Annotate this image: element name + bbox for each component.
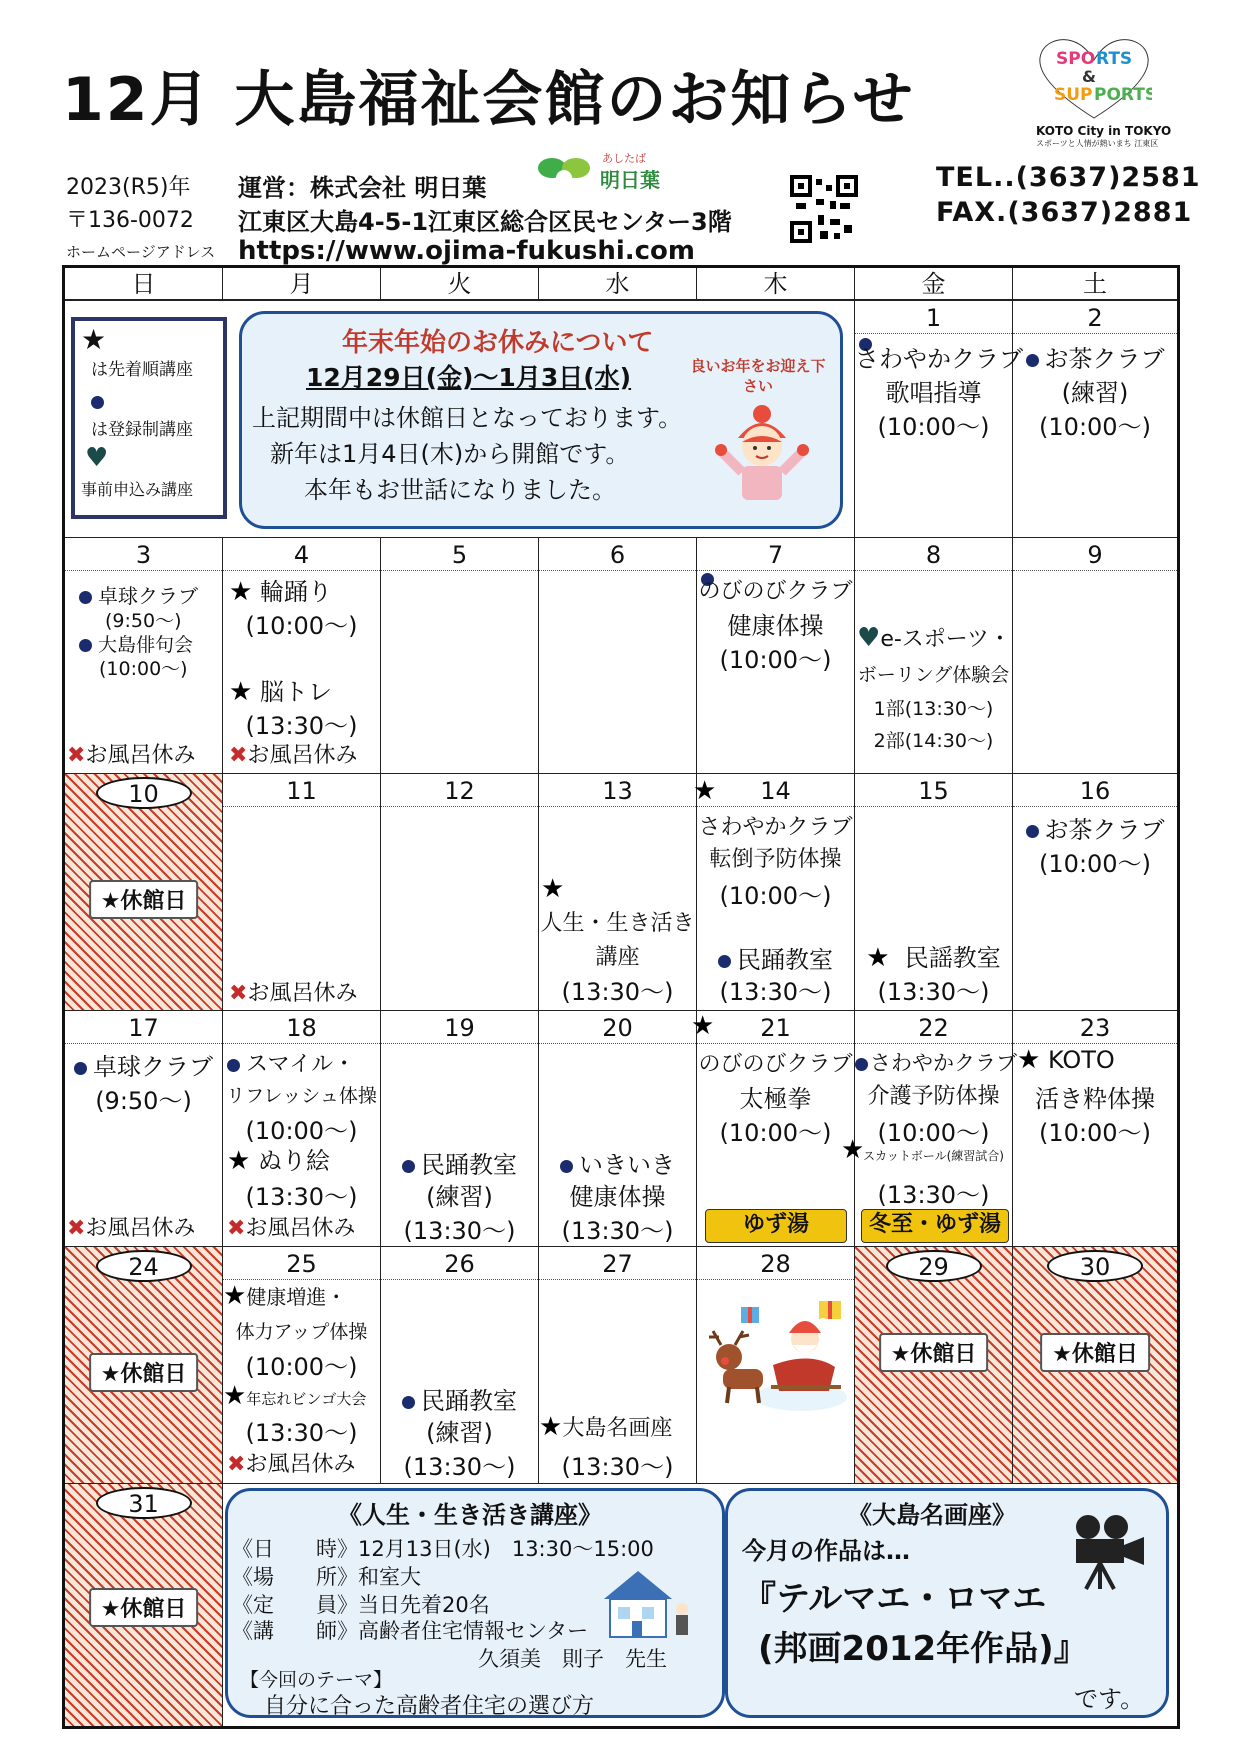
closed-label: ★休館日: [1040, 1333, 1150, 1372]
event-time: (13:30〜): [245, 1183, 358, 1211]
event-time: (10:00〜): [877, 1119, 990, 1147]
movie-info: [725, 1488, 1169, 1718]
event-time: (9:50〜): [105, 610, 182, 632]
event-name: お茶クラブ: [1013, 339, 1177, 374]
day-cell-25: [223, 1247, 381, 1484]
event-time: (10:00〜): [877, 413, 990, 441]
day-cell-3: [65, 538, 223, 774]
star-icon: ★: [223, 1381, 247, 1411]
date-number: 30: [1047, 1250, 1143, 1282]
day-cell-11: [223, 774, 381, 1011]
bath-off-note: ✖お風呂休み: [227, 1216, 356, 1241]
bath-off-note: ✖お風呂休み: [229, 743, 358, 768]
notice-line2: 新年は1月4日(木)から開館です。: [270, 440, 630, 468]
event-name: ★健康増進・: [223, 1281, 347, 1311]
date-number: 13: [539, 776, 696, 807]
weekday-tue: 火: [381, 268, 539, 301]
event-time: (13:30〜): [877, 1181, 990, 1209]
notice-line1: 上記期間中は休館日となっております。: [252, 404, 683, 432]
date-number: 4: [223, 540, 380, 571]
house-icon: [598, 1565, 694, 1641]
event-name: いきいき: [539, 1145, 696, 1180]
notice-line3: 本年もお世話になりました。: [304, 476, 616, 504]
logo-reading: あしたば: [602, 152, 646, 165]
day-cell-23: [1013, 1011, 1177, 1247]
greeting-text: 良いお年をお迎え下さい: [690, 357, 826, 395]
day-cell-18: [223, 1011, 381, 1247]
date-number: 11: [223, 776, 380, 807]
date-number: 26: [381, 1249, 538, 1280]
event-name: ★年忘れビンゴ大会: [223, 1381, 367, 1411]
day-cell-16: [1013, 774, 1177, 1011]
date-number: 23: [1013, 1013, 1177, 1044]
event-time: (10:00〜): [245, 1117, 358, 1145]
child-greeting-icon: [712, 402, 812, 512]
weekday-mon: 月: [223, 268, 381, 301]
date-number: 3: [65, 540, 222, 571]
event-name: ♥e-スポーツ・: [857, 623, 1011, 653]
leaf-icon: [536, 154, 592, 190]
event-time: (13:30〜): [877, 978, 990, 1006]
event-time: (10:00〜): [245, 612, 358, 640]
event-name: 民踊教室: [381, 1145, 538, 1180]
movie-camera-icon: [1064, 1511, 1154, 1591]
event-detail: 太極拳: [739, 1085, 812, 1113]
x-icon: ✖: [229, 743, 248, 768]
event-name: のびのびクラブ: [698, 579, 853, 604]
day-cell-15: [855, 774, 1013, 1011]
day-cell-30: [1013, 1247, 1177, 1484]
day-cell-10: [65, 774, 223, 1011]
date-number: 28: [697, 1249, 854, 1280]
legend-advance: 事前申込み講座: [81, 480, 194, 499]
star-icon: ★: [541, 874, 565, 904]
event-detail: リフレッシュ体操: [226, 1085, 377, 1107]
calendar-grid: [62, 265, 1180, 1729]
day-cell-20: [539, 1011, 697, 1247]
event-name: ★ 輪踊り: [229, 577, 332, 607]
info-area: [223, 1484, 1177, 1726]
bath-off-note: ✖お風呂休み: [67, 1216, 196, 1241]
event-name: ★ 民謡教室: [866, 943, 1001, 973]
day-cell-8: [855, 538, 1013, 774]
date-number: 21: [697, 1013, 854, 1044]
homepage-label: ホームページアドレス: [66, 243, 216, 261]
star-icon: ★: [691, 1011, 715, 1041]
day-cell-26: [381, 1247, 539, 1484]
event-time: 1部(13:30〜): [873, 698, 994, 720]
event-name: さわやかクラブ: [855, 345, 1023, 373]
bath-off-note: ✖お風呂休み: [227, 1452, 356, 1477]
day-cell-12: [381, 774, 539, 1011]
sports-logo-sub: スポーツと人情が熱いまち 江東区: [1036, 139, 1159, 148]
sports-logo: [1036, 38, 1172, 148]
address-label: 江東区大島4-5-1江東区総合区民センター3階: [238, 208, 732, 236]
closed-label: ★休館日: [879, 1333, 989, 1372]
event-name: 大島俳句会: [79, 630, 193, 657]
x-icon: ✖: [67, 1216, 86, 1241]
tel-number: TEL..(3637)2581: [936, 162, 1201, 193]
day-cell-19: [381, 1011, 539, 1247]
event-time: (10:00〜): [1039, 1119, 1151, 1147]
weekday-sun: 日: [65, 268, 223, 301]
event-time: (13:30〜): [561, 1453, 674, 1481]
lecture-date-row: 《日 時》12月13日(水) 13:30〜15:00: [232, 1537, 654, 1561]
notice-title: 年末年始のお休みについて: [342, 328, 654, 358]
day-cell-31: [65, 1484, 223, 1726]
logo-name: 明日葉: [600, 168, 660, 192]
event-time: (10:00〜): [99, 658, 188, 680]
event-time: (10:00〜): [1039, 413, 1151, 441]
date-number: 15: [855, 776, 1012, 807]
date-number: 25: [223, 1249, 380, 1280]
weekday-wed: 水: [539, 268, 697, 301]
date-number: 18: [223, 1013, 380, 1044]
date-number: 17: [65, 1013, 222, 1044]
dot-icon: [91, 387, 104, 415]
event-name: お茶クラブ: [1013, 810, 1177, 845]
event-name: さわやかクラブ: [855, 1047, 1017, 1077]
legend-first-come: は先着順講座: [91, 360, 193, 380]
weekday-sat: 土: [1013, 268, 1177, 301]
santa-sleigh-icon: [701, 1287, 851, 1417]
movie-name: 『テルマエ・ロマエ: [742, 1579, 1047, 1619]
day-cell-13: [539, 774, 697, 1011]
day-cell-17: [65, 1011, 223, 1247]
date-number: 14: [697, 776, 854, 807]
event-detail: 転倒予防体操: [709, 847, 842, 872]
event-time: (10:00〜): [245, 1353, 358, 1381]
event-time: (10:00〜): [719, 646, 832, 674]
date-number: 22: [855, 1013, 1012, 1044]
operator-label: 運営：株式会社 明日葉: [238, 174, 487, 202]
page-title: 12月 大島福祉会館のお知らせ: [62, 65, 915, 135]
event-name: 卓球クラブ: [79, 580, 198, 609]
svg-text:&: &: [1082, 67, 1096, 86]
event-name: のびのびクラブ: [698, 1052, 853, 1077]
star-icon: ★: [539, 1412, 563, 1442]
event-detail: 健康体操: [727, 612, 824, 640]
event-name: 民踊教室: [381, 1381, 538, 1416]
day-cell-9: [1013, 538, 1177, 774]
lecture-theme: 自分に合った高齢者住宅の選び方: [264, 1694, 595, 1719]
x-icon: ✖: [227, 1216, 246, 1241]
day-cell-22: [841, 1011, 1017, 1247]
lecture-place-row: 《場 所》和室大: [232, 1565, 421, 1589]
week1-notice-area: [65, 301, 855, 538]
movie-outro: です。: [1074, 1685, 1145, 1713]
closed-label: ★休館日: [89, 880, 199, 919]
day-cell-2: [1013, 301, 1177, 538]
lecture-capacity-row: 《定 員》当日先着20名: [232, 1593, 490, 1617]
day-cell-6: [539, 538, 697, 774]
event-detail: 活き粋体操: [1035, 1085, 1155, 1113]
date-number: 29: [886, 1250, 982, 1282]
event-detail: (練習): [426, 1419, 493, 1447]
x-icon: ✖: [229, 981, 248, 1006]
day-cell-24: [65, 1247, 223, 1484]
date-number: 10: [96, 777, 192, 809]
event-time: (13:30〜): [245, 712, 358, 740]
event-name: ★ KOTO: [1017, 1045, 1115, 1075]
weekday-thu: 木: [697, 268, 855, 301]
event-time: (10:00〜): [719, 882, 832, 910]
date-number: 9: [1013, 540, 1177, 571]
day-cell-7: [697, 538, 855, 774]
event-time: (10:00〜): [719, 1119, 832, 1147]
day-cell-1: [855, 301, 1023, 538]
legend-registration: は登録制講座: [91, 420, 193, 440]
event-detail: 体力アップ体操: [235, 1321, 368, 1343]
ashitaba-logo: [536, 150, 676, 194]
event-detail: ボーリング体験会: [857, 664, 1010, 686]
sports-logo-text: KOTO City in TOKYO: [1036, 124, 1172, 138]
date-number: 16: [1013, 776, 1177, 807]
bath-off-note: ✖お風呂休み: [229, 981, 358, 1006]
legend-box: [71, 317, 227, 519]
day-cell-4: [223, 538, 381, 774]
day-cell-28: [697, 1247, 855, 1484]
heart-icon: ♥: [857, 623, 881, 653]
date-number: 19: [381, 1013, 538, 1044]
greeting-illustration: [688, 356, 828, 396]
postal-code: 〒136-0072: [66, 208, 194, 233]
notice-dates: 12月29日(金)〜1月3日(水): [306, 363, 632, 392]
svg-text:SUP: SUP: [1054, 85, 1093, 105]
day-cell-14: [693, 774, 855, 1011]
day-cell-5: [381, 538, 539, 774]
event-time: 2部(14:30〜): [873, 730, 994, 752]
date-number: 5: [381, 540, 538, 571]
event-detail: 介護予防体操: [867, 1084, 1000, 1109]
date-number: 1: [855, 303, 1012, 334]
event-name: スカットボール(練習試合): [862, 1149, 1004, 1163]
star-icon: ★: [229, 577, 253, 607]
star-icon: ★: [841, 1135, 865, 1165]
event-detail: (練習): [426, 1183, 493, 1211]
lecture-info: [225, 1488, 725, 1718]
date-number: 6: [539, 540, 696, 571]
svg-text:SPO: SPO: [1056, 49, 1096, 69]
event-detail: 講座: [595, 945, 640, 970]
year-label: 2023(R5)年: [66, 175, 191, 200]
event-name: 民踊教室: [697, 940, 854, 975]
event-name: 卓球クラブ: [65, 1047, 222, 1082]
lecture-theme-label: 【今回のテーマ】: [240, 1669, 393, 1691]
website-url[interactable]: https://www.ojima-fukushi.com: [238, 236, 695, 266]
event-detail: 健康体操: [569, 1183, 666, 1211]
event-name: さわやかクラブ: [698, 815, 853, 840]
svg-text:PORTS: PORTS: [1094, 85, 1152, 105]
event-name: ★大島名画座: [539, 1412, 673, 1442]
qr-code-icon: [790, 175, 858, 243]
event-time: (13:30〜): [403, 1453, 516, 1481]
bath-off-note: ✖お風呂休み: [67, 743, 196, 768]
event-time: (13:30〜): [561, 978, 674, 1006]
event-time: (13:30〜): [561, 1217, 674, 1245]
event-detail: (練習): [1061, 379, 1129, 407]
day-cell-21: [691, 1011, 855, 1247]
day-cell-29: [855, 1247, 1013, 1484]
date-number: 2: [1013, 303, 1177, 334]
event-time: (13:30〜): [719, 978, 832, 1006]
star-icon: ★: [866, 943, 890, 973]
winter-solstice-badge: 冬至・ゆず湯: [861, 1209, 1009, 1243]
star-icon: ★: [1017, 1045, 1041, 1075]
lecture-lecturer-name: 久須美 則子 先生: [478, 1647, 667, 1671]
date-number: 20: [539, 1013, 696, 1044]
date-number: 27: [539, 1249, 696, 1280]
event-name: 人生・生き活き: [540, 911, 695, 936]
event-name: ★ ぬり絵: [227, 1146, 330, 1176]
date-number: 8: [855, 540, 1012, 571]
movie-title: 《大島名画座》: [848, 1501, 1016, 1529]
closed-label: ★休館日: [89, 1353, 199, 1392]
weekday-fri: 金: [855, 268, 1013, 301]
x-icon: ✖: [227, 1452, 246, 1477]
svg-text:RTS: RTS: [1096, 49, 1133, 69]
event-time: (9:50〜): [95, 1087, 192, 1115]
event-time: (10:00〜): [1039, 850, 1151, 878]
event-name: ★ 脳トレ: [229, 677, 332, 707]
event-name: スマイル・: [227, 1047, 355, 1078]
event-time: (13:30〜): [245, 1419, 358, 1447]
date-number: 31: [96, 1487, 192, 1519]
heart-icon: ♥: [85, 443, 109, 473]
yuzu-bath-badge: ゆず湯: [705, 1209, 847, 1243]
event-detail: 歌唱指導: [885, 379, 982, 407]
star-icon: ★: [693, 776, 717, 806]
date-number: 7: [697, 540, 854, 571]
star-icon: ★: [81, 323, 107, 356]
star-icon: ★: [223, 1281, 247, 1311]
event-time: (13:30〜): [403, 1217, 516, 1245]
closed-label: ★休館日: [89, 1588, 199, 1627]
movie-intro: 今月の作品は…: [742, 1537, 910, 1565]
day-cell-27: [539, 1247, 697, 1484]
holiday-notice: [239, 311, 843, 529]
heart-logo-icon: [1036, 38, 1152, 120]
fax-number: FAX.(3637)2881: [936, 197, 1193, 228]
star-icon: ★: [227, 1146, 251, 1176]
lecture-title: 《人生・生き活き講座》: [338, 1501, 602, 1529]
lecture-lecturer-row: 《講 師》高齢者住宅情報センター: [232, 1619, 589, 1643]
x-icon: ✖: [67, 743, 86, 768]
movie-year: (邦画2012年作品)』: [758, 1629, 1088, 1669]
star-icon: ★: [229, 677, 253, 707]
date-number: 12: [381, 776, 538, 807]
date-number: 24: [96, 1250, 192, 1282]
